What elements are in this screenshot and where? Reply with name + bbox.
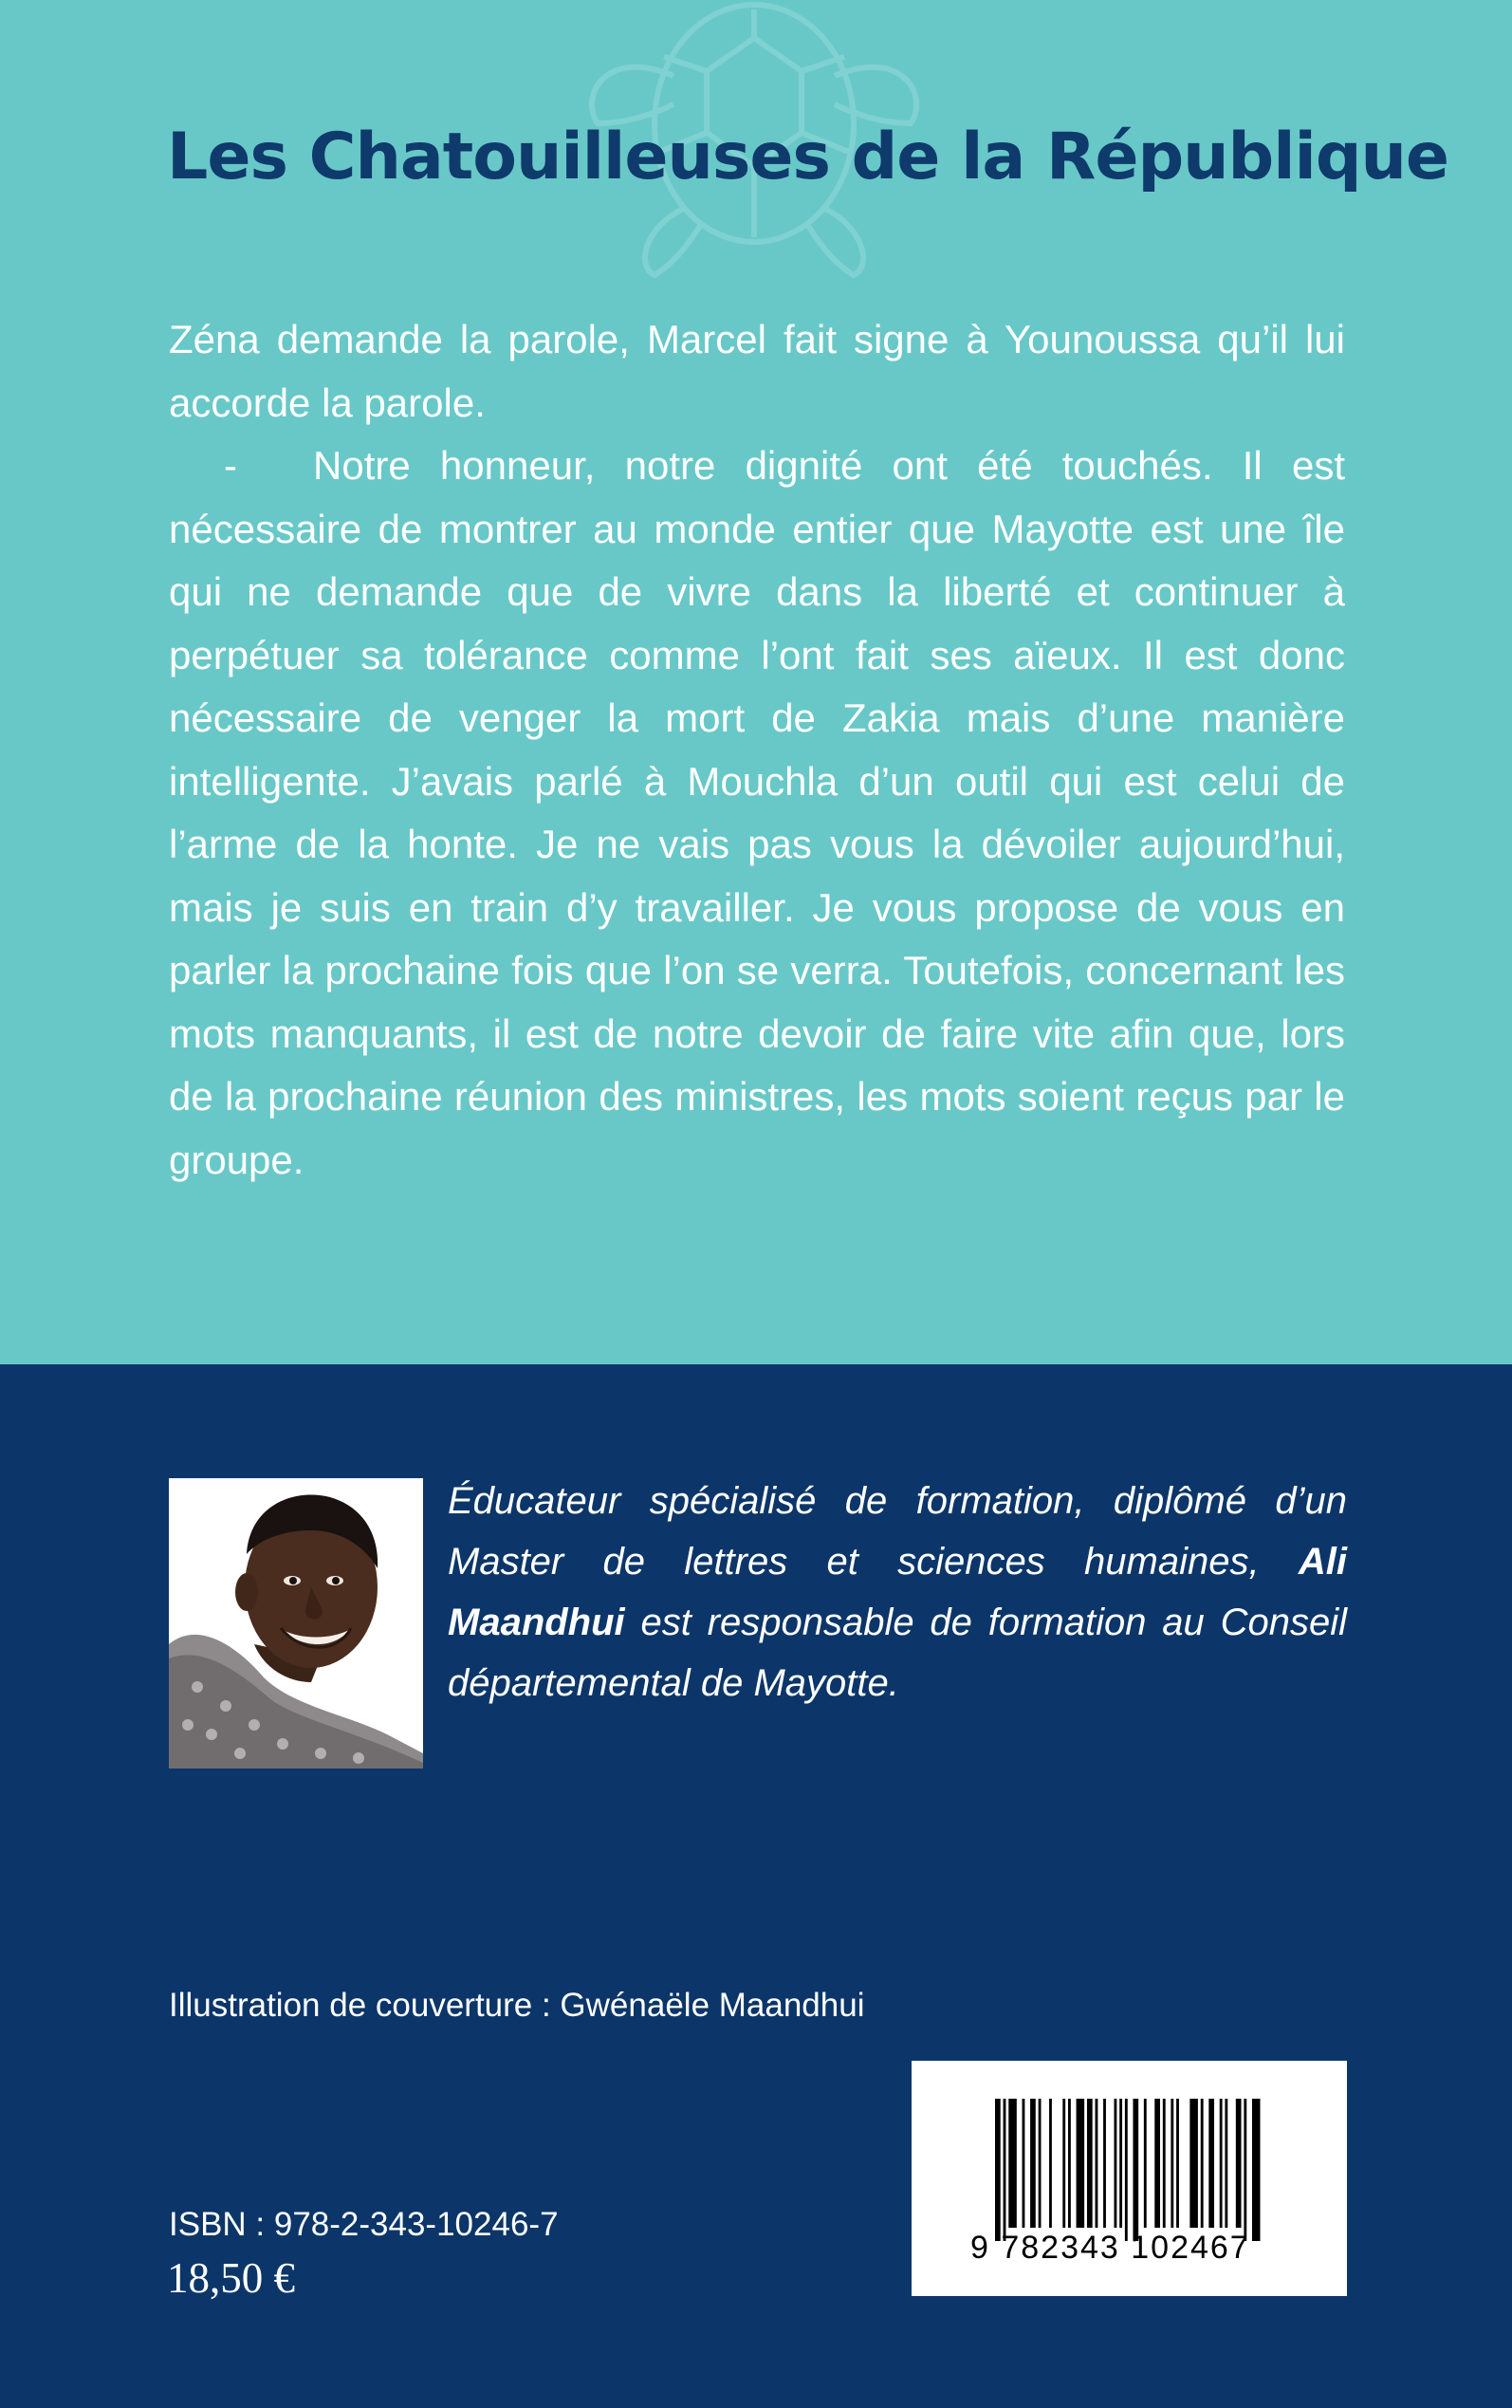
barcode-bar	[1144, 2099, 1147, 2228]
barcode-bar	[1008, 2099, 1017, 2228]
barcode-bar	[1023, 2099, 1025, 2228]
barcode-bar	[1087, 2099, 1093, 2228]
author-portrait-image	[169, 1478, 423, 1769]
barcode-bar	[1119, 2099, 1122, 2228]
back-cover-excerpt	[169, 308, 1345, 1192]
barcode-bar	[1163, 2099, 1166, 2228]
price: 18,50 €	[167, 2254, 295, 2302]
barcode-digits: 9 782343 102467	[970, 2230, 1250, 2266]
barcode-bar	[1220, 2099, 1223, 2228]
barcode-bar	[1252, 2099, 1261, 2241]
barcode-bar	[1062, 2099, 1065, 2228]
barcode-bar	[1236, 2099, 1242, 2228]
barcode-bar	[1004, 2099, 1006, 2241]
barcode-bar	[1176, 2099, 1179, 2228]
barcode-bar	[1225, 2099, 1227, 2228]
barcode-bar	[1154, 2099, 1160, 2228]
barcode-bar	[1189, 2099, 1198, 2228]
excerpt-dialogue: Notre honneur, notre dignité ont été touchés. Il est nécessaire de montrer au monde entier que Mayotte est une île qui ne demande que de vivre dans la liberté et continuer à perpétuer sa tolérance comme l’ont fait ses aïeux. Il est donc nécessaire de venger la mort de Zakia mais d’une manière intelligente. J’avais parlé à Mouchla d’un outil qui est celui de l’arme de la honte. Je ne vais pas vous la dévoiler aujourd’hui, mais je suis en train d’y travailler. Je vous propose de vous en parler la prochaine fois que l’on se verra. Toutefois, concernant les mots manquants, il est de notre devoir de faire vite afin que, lors de la prochaine réunion des ministres, les mots soient reçus par le groupe.	[169, 443, 1345, 1182]
barcode-bar	[1125, 2099, 1128, 2241]
author-bio-part2: est responsable de formation au Conseil départemental de Mayotte.	[448, 1602, 1347, 1704]
barcode-bar	[995, 2099, 1001, 2241]
author-photo	[169, 1478, 423, 1769]
author-name: Ali Maandhui	[448, 1541, 1347, 1643]
book-title: Les Chatouilleuses de la République	[167, 120, 1449, 194]
barcode-bar	[1049, 2099, 1052, 2228]
barcode-bar	[1114, 2099, 1116, 2228]
barcode-bar	[1068, 2099, 1071, 2228]
excerpt-dialogue-paragraph	[169, 435, 1345, 1192]
barcode-bar	[1171, 2099, 1173, 2228]
barcode-bar	[1244, 2099, 1246, 2241]
isbn: ISBN : 978-2-343-10246-7	[169, 2206, 559, 2243]
barcode-bar	[1096, 2099, 1098, 2228]
barcode-bar	[1103, 2099, 1106, 2228]
barcode-bar	[1133, 2099, 1138, 2241]
barcode-bar	[1077, 2099, 1085, 2228]
author-bio	[448, 1471, 1347, 1713]
excerpt-intro: Zéna demande la parole, Marcel fait signe à Younoussa qu’il lui accorde la parole.	[169, 317, 1345, 425]
author-bio-part1: Éducateur spécialisé de formation, diplômé d’un Master de lettres et sciences humaines,	[448, 1480, 1347, 1583]
barcode-bar	[1201, 2099, 1204, 2228]
barcode-bar	[1030, 2099, 1036, 2228]
illustration-credit: Illustration de couverture : Gwénaële Maandhui	[169, 1987, 865, 2024]
barcode	[912, 2061, 1347, 2296]
dialogue-dash: -	[224, 443, 237, 488]
barcode-bar	[1039, 2099, 1042, 2228]
barcode-bar	[1208, 2099, 1214, 2228]
